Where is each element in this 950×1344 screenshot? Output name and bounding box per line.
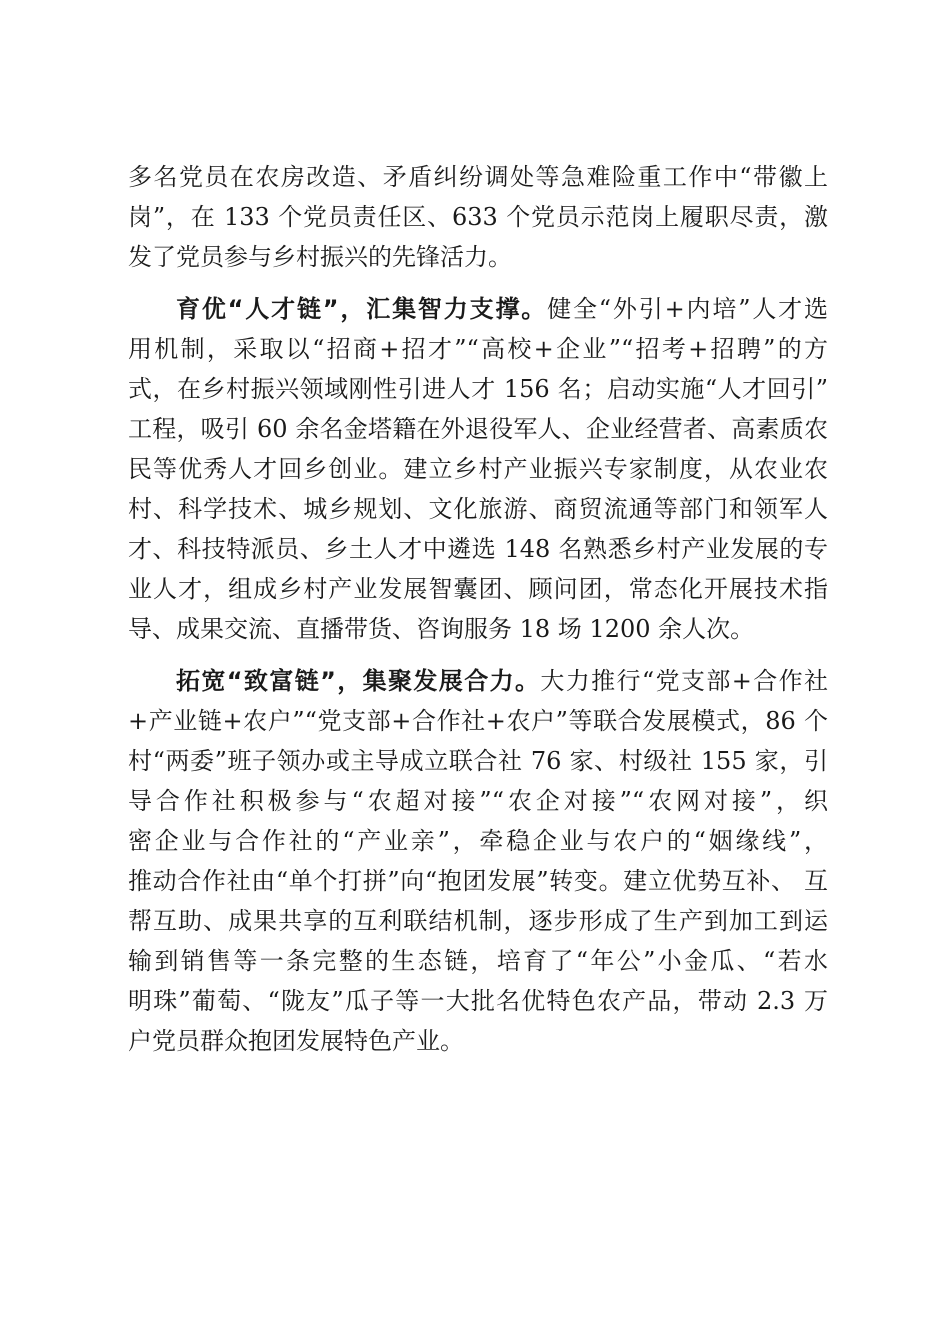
document-body — [128, 157, 828, 1061]
text-line-first — [128, 661, 828, 701]
paragraph-wealth-chain — [128, 661, 828, 1061]
section-heading: 拓宽“致富链”，集聚发展合力。 — [176, 667, 541, 695]
text-line: 发了党员参与乡村振兴的先锋活力。 — [128, 243, 512, 271]
text-line: 村“两委”班子领办或主导成立联合社 76 家、村级社 155 家，引 — [128, 747, 828, 775]
text-line: 导、成果交流、直播带货、咨询服务 18 场 1200 余人次。 — [128, 615, 755, 643]
paragraph-talent-chain — [128, 289, 828, 649]
text-run: 大力推行“党支部+合作社 — [540, 667, 828, 695]
text-line: 岗”，在 133 个党员责任区、633 个党员示范岗上履职尽责，激 — [128, 203, 828, 231]
text-line: 输到销售等一条完整的生态链，培育了“年公”小金瓜、“若水 — [128, 947, 828, 975]
text-line: 户党员群众抱团发展特色产业。 — [128, 1027, 464, 1055]
text-line: 才、科技特派员、乡土人才中遴选 148 名熟悉乡村产业发展的专 — [128, 535, 828, 563]
text-line: +产业链+农户”“党支部+合作社+农户”等联合发展模式，86 个 — [128, 707, 828, 735]
text-line: 帮互助、成果共享的互利联结机制，逐步形成了生产到加工到运 — [128, 907, 828, 935]
text-line: 民等优秀人才回乡创业。建立乡村产业振兴专家制度，从农业农 — [128, 455, 828, 483]
section-heading: 育优“人才链”，汇集智力支撑。 — [176, 295, 548, 323]
text-line: 多名党员在农房改造、矛盾纠纷调处等急难险重工作中“带徽上 — [128, 163, 828, 191]
text-line: 明珠”葡萄、“陇友”瓜子等一大批名优特色农产品，带动 2.3 万 — [128, 987, 828, 1015]
text-line: 业人才，组成乡村产业发展智囊团、顾问团，常态化开展技术指 — [128, 575, 828, 603]
text-line-first — [128, 289, 828, 329]
text-line: 密企业与合作社的“产业亲”，牵稳企业与农户的“姻缘线”， — [128, 827, 828, 855]
text-line: 村、科学技术、城乡规划、文化旅游、商贸流通等部门和领军人 — [128, 495, 828, 523]
text-run: 健全“外引+内培”人才选 — [547, 295, 828, 323]
text-line: 推动合作社由“单个打拼”向“抱团发展”转变。建立优势互补、 互 — [128, 867, 828, 895]
text-line: 式，在乡村振兴领域刚性引进人才 156 名；启动实施“人才回引” — [128, 375, 828, 403]
text-line: 导合作社积极参与“农超对接”“农企对接”“农网对接”，织 — [128, 787, 828, 815]
text-line: 工程，吸引 60 余名金塔籍在外退役军人、企业经营者、高素质农 — [128, 415, 828, 443]
text-line: 用机制，采取以“招商+招才”“高校+企业”“招考+招聘”的方 — [128, 335, 828, 363]
paragraph-party-members — [128, 157, 828, 277]
